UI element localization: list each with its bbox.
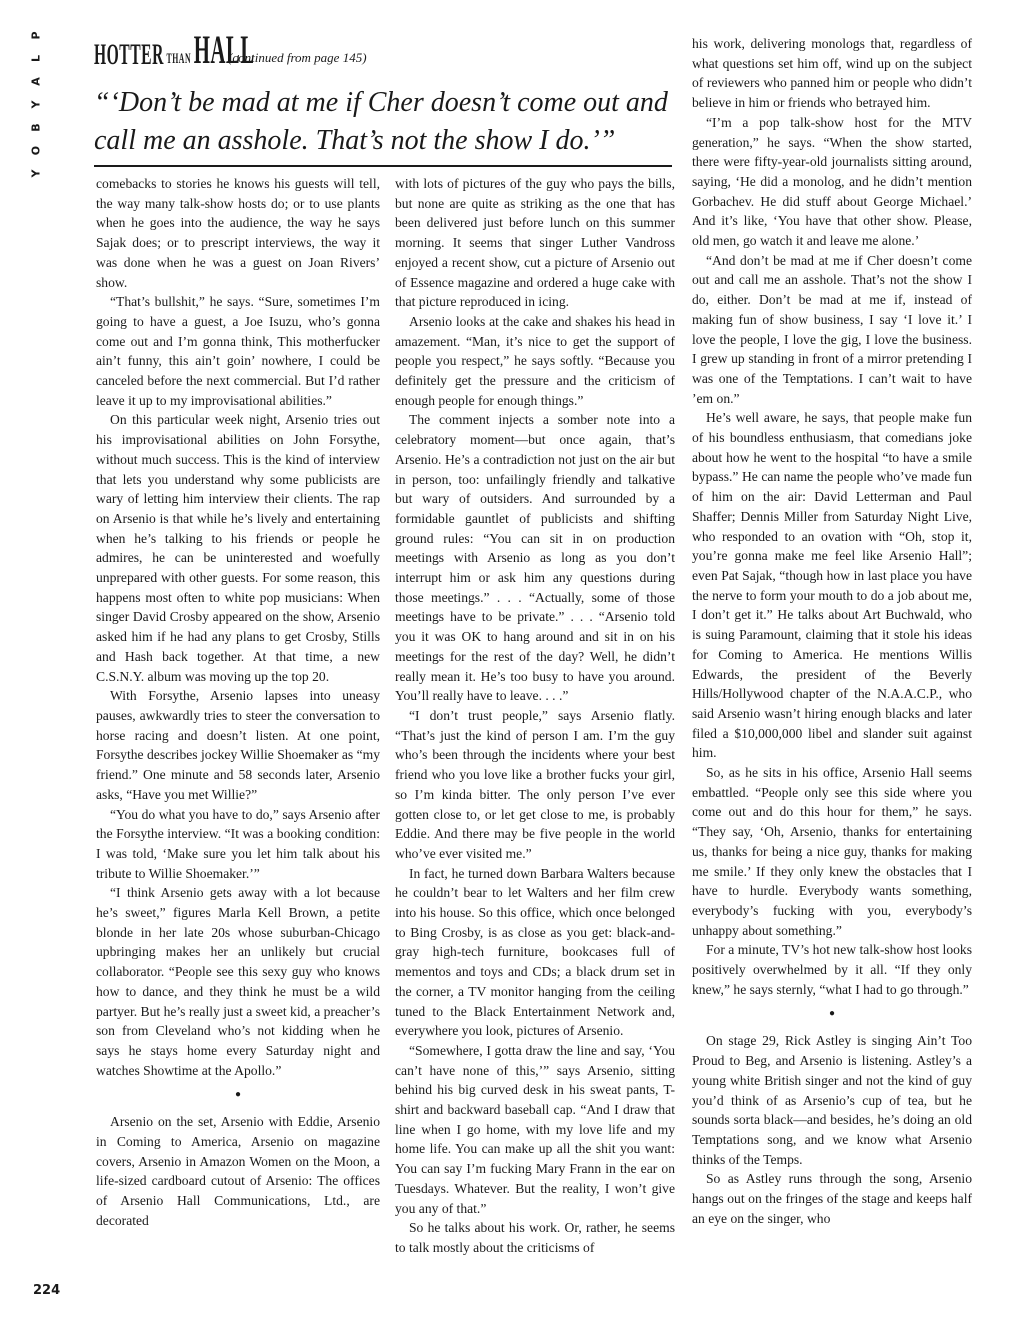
vertical-letter: A (29, 77, 43, 86)
paragraph: Arsenio on the set, Arsenio with Eddie, Arsenio in Coming to America, Arsenio on magazine covers, Arsenio in Amazon Women on the Moon, a life-sized cardboard cutout of Arsenio: The offices of Arsenio Hall Communications, Ltd., are decorated (96, 1114, 380, 1228)
paragraph: On this particular week night, Arsenio tries out his improvisational abilities on John Forsythe, without much success. This is the kind of interview that lets you understand why some publicists are wary of letting him interview their clients. The rap on Arsenio is that while he’s lively and entertaining when he’s talking to his friends or people he admires, he can be uninterested and woefully unprepared with other guests. For some reason, this happens most often to white pop musicians: When singer David Crosby appeared on the show, Arsenio asked him if he had any plans to get Crosby, Stills and Hash back together. At that time, a new C.S.N.Y. album was moving up the top 20. (96, 412, 380, 684)
continued-note: (continued from page 145) (228, 50, 367, 65)
magazine-name-vertical (29, 24, 50, 185)
vertical-letter: O (29, 145, 43, 156)
paragraph: “I think Arsenio gets away with a lot because he’s sweet,” figures Marla Kell Brown, a petite blonde in her late 20s whose suburban-Chicago upbringing makes her an unlikely but crucial collaborator. “People see this sexy guy who knows how to dance, and they think he must be a wild partyer. But he’s really just a sweet kid, a preacher’s son from Cleveland who’s not kidding when he says he stays home every Saturday night and watches Showtime at the Apollo.” (96, 885, 380, 1078)
paragraph: “You do what you have to do,” says Arsenio after the Forsythe interview. “It was a booking condition: I was told, ‘Make sure you let him talk about his tribute to Willie Shoemaker.’” (96, 806, 380, 881)
paragraph: “That’s bullshit,” he says. “Sure, sometimes I’m going to have a guest, a Joe Isuzu, who’s gonna come out and I’m gonna think, This motherfucker ain’t funny, this ain’t goin’ nowhere, I could be canceled before the next commercial. But I’d rather leave it up to my improvisational abilities.” (96, 294, 380, 408)
vertical-letter: Y (29, 100, 43, 109)
logo-word: HALL (193, 27, 255, 72)
paragraph: In fact, he turned down Barbara Walters because he couldn’t bear to let Walters and her film crew into his house. So this office, which once belonged to Bing Crosby, is as close as you get: black-and-gray high-tech furniture, bookcases full of mementos and toys and CDs; a black drum set in the corner, a TV monitor hanging from the ceiling tuned to the Black Entertainment Network and, everywhere you look, pictures of Arsenio. (395, 865, 675, 1039)
pull-quote: “‘Don’t be mad at me if Cher doesn’t come out and call me an asshole. That’s not the show I do.’” (94, 87, 668, 156)
article-header (94, 27, 367, 72)
column-2 (395, 174, 675, 1258)
vertical-letter: P (29, 31, 43, 40)
paragraph: He’s well aware, he says, that people make fun of his boundless enthusiasm, that comedians joke about how he went to the hospital “to have a smile bypass.” He can name the people who’ve made fun of him on the air: David Letterman and Paul Shaffer; Dennis Miller from Saturday Night Live, who responded to an ovation with “Oh, stop it, you’re gonna make me feel like Arsenio Hall”; even Pat Sajak, “though how in last place you have the nerve to form your mouth to do a job about me, I don’t get it.” He talks about Art Buchwald, who is suing Paramount, claiming that it stole his ideas for Coming to America. He mentions Willis Edwards, the president of the Beverly Hills/Hollywood chapter of the N.A.A.C.P., who said Arsenio wasn’t hiring enough blacks and later filed a $10,000,000 libel and slander suit against him. (692, 410, 972, 761)
section-break-dot: ● (234, 1089, 242, 1101)
paragraph: Arsenio looks at the cake and shakes his head in amazement. “Man, it’s nice to get the support of people you respect,” he says softly. “Because you definitely get the pressure and the criticism of enough people for enough things.” (395, 313, 675, 408)
paragraph: So, as he sits in his office, Arsenio Hall seems embattled. “People only see this side where you come out and do this hour for them,” he says. “They say, ‘Oh, Arsenio, thanks for entertaining us, thanks for being a nice guy, thanks for making me smile.’ If they only knew the obstacles that I have to hurdle. Everybody wants something, everybody’s fucking with you, everybody’s unhappy about something.” (692, 765, 972, 938)
vertical-letter: Y (29, 169, 43, 178)
page-number: 224 (33, 1283, 61, 1298)
paragraph: With Forsythe, Arsenio lapses into uneasy pauses, awkwardly tries to steer the conversation to horse racing and doesn’t listen. At one point, Forsythe describes jockey Willie Shoemaker as “my friend.” One minute and 58 seconds later, Arsenio asks, “Have you met Willie?” (96, 688, 380, 802)
logo-word: THAN (166, 51, 192, 67)
paragraph: “Somewhere, I gotta draw the line and say, ‘You can’t have none of this,’” says Arsenio, sitting behind his big curved desk in his sweat pants, T-shirt and backward baseball cap. “And I draw that line when I go home, with my love life and my home life. You can make up all the shit you want: You can say I’m fucking Mary Frann in the ear on Tuesdays. Whatever. But the reality, I won’t give you any of that.” (395, 1042, 675, 1216)
vertical-letter: L (29, 55, 43, 63)
paragraph: “And don’t be mad at me if Cher doesn’t come out and call me an asshole. That’s not the show I do, either. Don’t be mad at me if, instead of making fun of show business, I say ‘I love it.’ I love the people, I love the gig, I love the business. I grew up standing in front of a mirror pretending I was one of the Temptations. I can’t wait to have ’em on.” (692, 252, 972, 406)
column-1 (96, 174, 380, 1231)
paragraph: So he talks about his work. Or, rather, he seems to talk mostly about the criticisms of (395, 1220, 675, 1255)
paragraph: “I’m a pop talk-show host for the MTV generation,” he says. “When the show started, there were fifty-year-old journalists sitting around, saying, ‘He did a monolog, and he didn’t mention Gorbachev. He did stuff about George Michael.’ And it’s like, ‘You have that other show. Please, old men, go watch it and leave me alone.’ (692, 114, 972, 249)
paragraph: with lots of pictures of the guy who pays the bills, but none are quite as striking as the one that has been delivered just before lunch on this summer morning. It seems that singer Luther Vandross enjoyed a recent show, cut a picture of Arsenio out of Essence magazine and ordered a huge cake with that picture reproduced in icing. (395, 176, 675, 310)
column-3 (692, 34, 972, 1228)
section-break-dot: ● (828, 1008, 836, 1020)
paragraph: The comment injects a somber note into a celebratory moment—but once again, that’s Arsenio. He’s a contradiction not just on the air but in person, too: unfailingly friendly and talkative but wary of outsiders. And surrounded by a formidable gauntlet of publicists and shifting ground rules: “You can sit in on production meetings with Arsenio as long as you don’t interrupt him or ask him any questions during those meetings.” . . . “Actually, some of those meetings have to be private.” . . . “Arsenio told you it was OK to hang around and sit in on his meetings for the rest of the day? Well, he didn’t really mean it. He’s too busy to have you around. You’ll really have to leave. . . .” (395, 412, 675, 704)
paragraph: For a minute, TV’s hot new talk-show host looks positively overwhelmed by it all. “If they only knew,” he says sternly, “what I had to go through.” (692, 942, 972, 997)
paragraph: his work, delivering monologs that, regardless of what questions set him off, wind up on the subject of reviewers who panned him or people who didn’t believe in him or friends who betrayed him. (692, 36, 972, 111)
article-logo (94, 27, 255, 72)
logo-word: HOTTER (94, 38, 164, 71)
paragraph: comebacks to stories he knows his guests will tell, the way many talk-show hosts do; or to use plants when he goes into the audience, the way he says Sajak does; or to prescript interviews, the way it was done when he was a guest on Joan Rivers’ show. (96, 176, 380, 290)
paragraph: “I don’t trust people,” says Arsenio flatly. “That’s just the kind of person I am. I’m the guy who’s been through the incidents where your best friend who you love like a brother fucks your girl, so I’m kinda bitter. The only person I’ve ever gotten close to, or let get close to me, is probably Eddie. And there may be five people in the world who’ve ever visited me.” (395, 707, 675, 861)
pull-quote-rule (94, 165, 672, 167)
vertical-letter: B (29, 123, 43, 132)
paragraph: So as Astley runs through the song, Arsenio hangs out on the fringes of the stage and keeps half an eye on the singer, who (692, 1171, 972, 1226)
paragraph: On stage 29, Rick Astley is singing Ain’t Too Proud to Beg, and Arsenio is listening. Astley’s a young white British singer and not the kind of guy you’d think of as Arsenio’s cup of tea, but he sounds sorta black—and besides, he’s doing an old Temptations song, and we know what Arsenio thinks of the Temps. (692, 1033, 972, 1167)
